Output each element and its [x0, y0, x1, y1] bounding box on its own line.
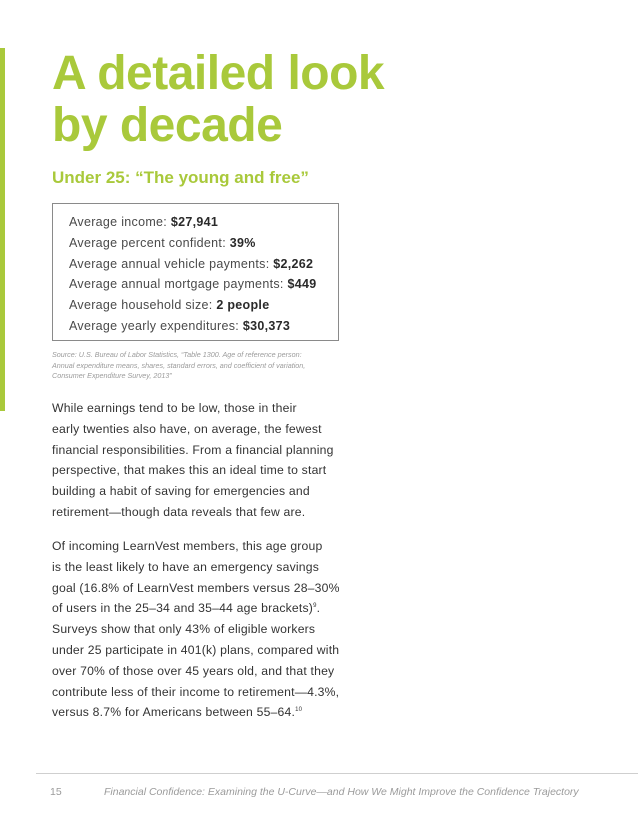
stat-value: 39%: [229, 235, 256, 250]
section-subtitle: Under 25: “The young and free”: [52, 168, 309, 187]
stat-label: Average annual mortgage payments:: [69, 277, 288, 292]
footer-divider: [36, 773, 638, 774]
stat-value: $27,941: [170, 215, 219, 229]
paragraph-line: goal (16.8% of LearnVest members versus 28–30%: [52, 580, 340, 595]
paragraph-line: While earnings tend to be low, those in their: [52, 401, 297, 415]
source-line: Source: U.S. Bureau of Labor Statistics, “Table 1300. Age of reference person:: [52, 350, 302, 359]
source-citation: [52, 350, 352, 382]
footnote-ref-10: 10: [295, 707, 303, 714]
stat-row-income: [69, 212, 338, 233]
stat-value: $449: [287, 277, 317, 292]
paragraph-line: contribute less of their income to retirement—4.3%,: [52, 684, 340, 699]
paragraph-line: financial responsibilities. From a financial planning: [52, 442, 334, 457]
stat-value: $30,373: [242, 318, 291, 333]
paragraph-line: Surveys show that only 43% of eligible workers: [52, 622, 316, 637]
stats-box: [52, 203, 339, 341]
stat-row-confidence: [69, 233, 338, 254]
paragraph-line: under 25 participate in 401(k) plans, compared with: [52, 642, 340, 657]
paragraph-1: [52, 398, 352, 523]
stat-row-vehicle: [69, 254, 338, 275]
paragraph-line: building a habit of saving for emergencies and: [52, 484, 310, 499]
stat-label: Average household size:: [69, 298, 217, 313]
paragraph-2: [52, 536, 352, 723]
page-title: [52, 48, 472, 152]
paragraph-line: is the least likely to have an emergency savings: [52, 559, 320, 574]
stat-value: 2 people: [216, 298, 270, 313]
paragraph-line: retirement—though data reveals that few are.: [52, 504, 306, 519]
page-title-line-1: A detailed look: [52, 47, 385, 100]
paragraph-line: [52, 702, 352, 723]
paragraph-line: perspective, that makes this an ideal time to start: [52, 463, 327, 478]
paragraph-line: over 70% of those over 45 years old, and that they: [52, 663, 335, 678]
footnote-ref-9: 9: [313, 603, 317, 610]
stat-row-household: [69, 295, 338, 316]
paragraph-line: early twenties also have, on average, the fewest: [52, 421, 322, 436]
page-title-line-2: by decade: [52, 99, 283, 152]
source-line: Consumer Expenditure Survey, 2013”: [52, 371, 172, 380]
stat-row-mortgage: [69, 274, 338, 295]
paragraph-line: [52, 598, 352, 619]
source-line: Annual expenditure means, shares, standard errors, and coefficient of variation,: [52, 360, 306, 370]
accent-bar: [0, 48, 5, 411]
stat-label: Average income:: [69, 215, 171, 229]
paragraph-text: of users in the 25–34 and 35–44 age brackets): [52, 601, 314, 616]
stat-label: Average percent confident:: [69, 235, 230, 250]
stat-label: Average annual vehicle payments:: [69, 256, 274, 271]
stat-label: Average yearly expenditures:: [69, 318, 243, 333]
stat-row-expenditures: [69, 316, 338, 337]
stat-value: $2,262: [273, 256, 314, 271]
footer-title: Financial Confidence: Examining the U-Curve—and How We Might Improve the Confidence Trajectory: [104, 786, 579, 798]
paragraph-text: .: [316, 601, 321, 616]
page-number: 15: [50, 786, 62, 798]
paragraph-line: Of incoming LearnVest members, this age group: [52, 539, 323, 553]
paragraph-text: versus 8.7% for Americans between 55–64.: [52, 705, 296, 720]
